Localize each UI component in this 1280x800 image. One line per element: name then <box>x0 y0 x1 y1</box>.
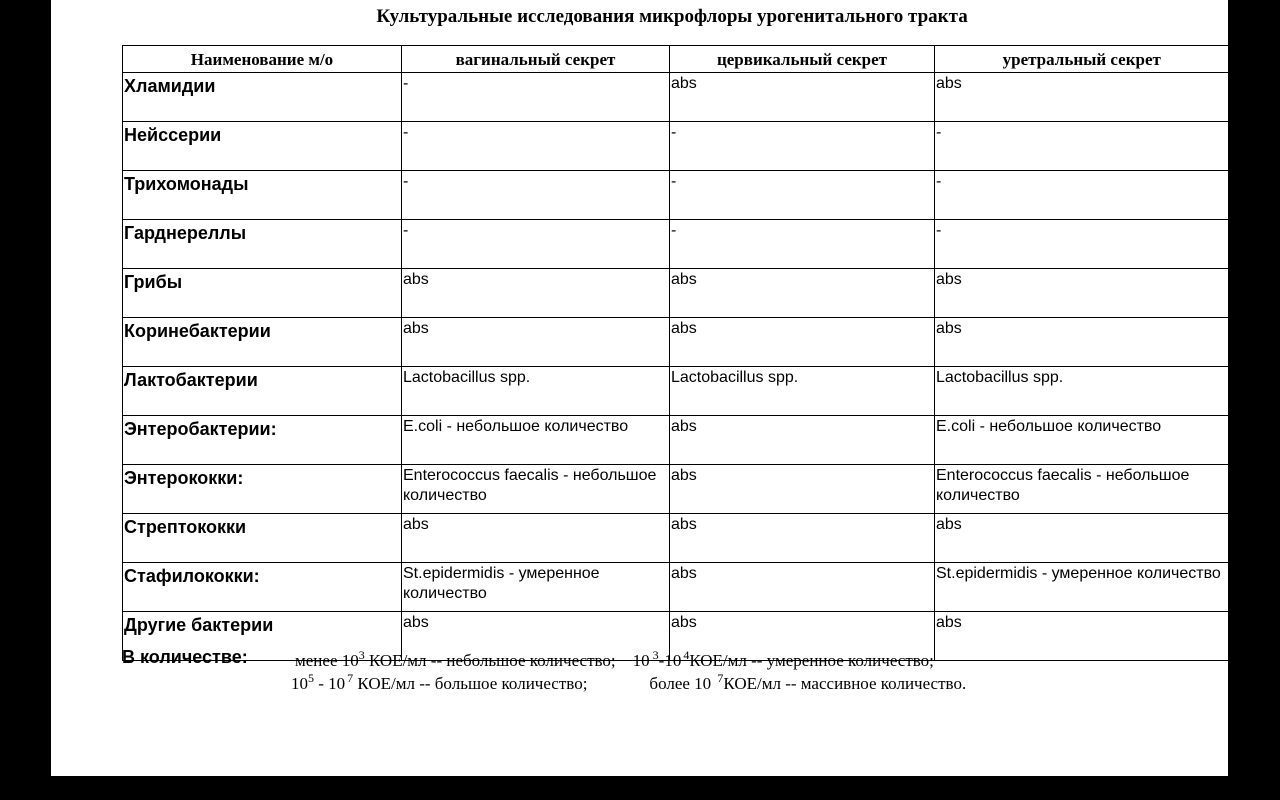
organism-name: Нейссерии <box>123 122 402 171</box>
cervical-result: abs <box>670 514 935 563</box>
legend-line-2 <box>291 671 967 694</box>
cervical-result: Lactobacillus spp. <box>670 367 935 416</box>
organism-name: Энтерококки: <box>123 465 402 514</box>
legend-text: КОЕ/мл -- массивное количество. <box>723 674 967 693</box>
urethral-result: Lactobacillus spp. <box>935 367 1229 416</box>
urethral-result: Enterococcus faecalis - небольшое количество <box>935 465 1229 514</box>
vaginal-result: abs <box>402 514 670 563</box>
cervical-result: - <box>670 220 935 269</box>
vaginal-result: Lactobacillus spp. <box>402 367 670 416</box>
cervical-result: abs <box>670 563 935 612</box>
cervical-result: - <box>670 122 935 171</box>
vaginal-result: - <box>402 73 670 122</box>
vaginal-result: - <box>402 220 670 269</box>
vaginal-result: abs <box>402 269 670 318</box>
vaginal-result: - <box>402 171 670 220</box>
organism-name: Стафилококки: <box>123 563 402 612</box>
organism-name: Коринебактерии <box>123 318 402 367</box>
organism-name: Трихомонады <box>123 171 402 220</box>
cervical-result: abs <box>670 465 935 514</box>
legend-line-1 <box>295 648 934 671</box>
vaginal-result: St.epidermidis - умеренное количество <box>402 563 670 612</box>
microflora-table <box>122 45 1228 661</box>
legend-exponent: 3 <box>652 648 659 662</box>
column-header-vaginal: вагинальный секрет <box>402 46 670 73</box>
legend-text: - 10 <box>314 674 346 693</box>
urethral-result: St.epidermidis - умеренное количество <box>935 563 1229 612</box>
organism-name: Стрептококки <box>123 514 402 563</box>
legend-exponent: 3 <box>358 648 365 662</box>
document-page <box>51 0 1228 776</box>
organism-name: Энтеробактерии: <box>123 416 402 465</box>
legend-exponent: 5 <box>308 671 314 685</box>
table-row <box>123 318 1229 367</box>
table-row <box>123 122 1229 171</box>
table-row <box>123 465 1229 514</box>
cervical-result: abs <box>670 318 935 367</box>
document-title: Культуральные исследования микрофлоры урогенитального тракта <box>376 6 968 27</box>
organism-name: Хламидии <box>123 73 402 122</box>
table-row <box>123 171 1229 220</box>
organism-name: Гарднереллы <box>123 220 402 269</box>
vaginal-result: - <box>402 122 670 171</box>
cervical-result: abs <box>670 269 935 318</box>
cervical-result: - <box>670 171 935 220</box>
organism-name: Другие бактерии <box>123 612 402 661</box>
table-row <box>123 514 1229 563</box>
legend-exponent: 7 <box>717 671 724 685</box>
urethral-result: - <box>935 171 1229 220</box>
legend-text: КОЕ/мл -- умеренное количество; <box>689 651 934 670</box>
urethral-result: abs <box>935 514 1229 563</box>
cervical-result: abs <box>670 73 935 122</box>
urethral-result: abs <box>935 318 1229 367</box>
table-row <box>123 269 1229 318</box>
urethral-result: - <box>935 122 1229 171</box>
column-header-organism: Наименование м/о <box>123 46 402 73</box>
organism-name: Грибы <box>123 269 402 318</box>
legend-text: 10 <box>632 651 650 670</box>
column-header-cervical: цервикальный секрет <box>670 46 935 73</box>
cervical-result: abs <box>670 612 935 661</box>
column-header-urethral: уретральный секрет <box>935 46 1229 73</box>
table-row <box>123 563 1229 612</box>
legend-exponent: 4 <box>683 648 690 662</box>
legend-text: -10 <box>658 651 682 670</box>
table-row <box>123 73 1229 122</box>
urethral-result: abs <box>935 73 1229 122</box>
table-row <box>123 220 1229 269</box>
urethral-result: - <box>935 220 1229 269</box>
vaginal-result: Enterococcus faecalis - небольшое количество <box>402 465 670 514</box>
legend-text: менее 10 <box>295 651 359 670</box>
legend-text: КОЕ/мл -- большое количество; <box>353 674 588 693</box>
legend-text: более 10 <box>649 674 716 693</box>
table-row <box>123 416 1229 465</box>
cervical-result: abs <box>670 416 935 465</box>
legend-text: КОЕ/мл -- небольшое количество; <box>364 651 616 670</box>
urethral-result: abs <box>935 269 1229 318</box>
organism-name: Лактобактерии <box>123 367 402 416</box>
urethral-result: E.coli - небольшое количество <box>935 416 1229 465</box>
urethral-result: abs <box>935 612 1229 661</box>
legend-label: В количестве: <box>122 647 248 667</box>
vaginal-result: E.coli - небольшое количество <box>402 416 670 465</box>
vaginal-result: abs <box>402 318 670 367</box>
legend-exponent: 7 <box>347 671 354 685</box>
legend-text: 10 <box>291 674 308 693</box>
table-row <box>123 367 1229 416</box>
table-header-row <box>123 46 1229 73</box>
vaginal-result: abs <box>402 612 670 661</box>
